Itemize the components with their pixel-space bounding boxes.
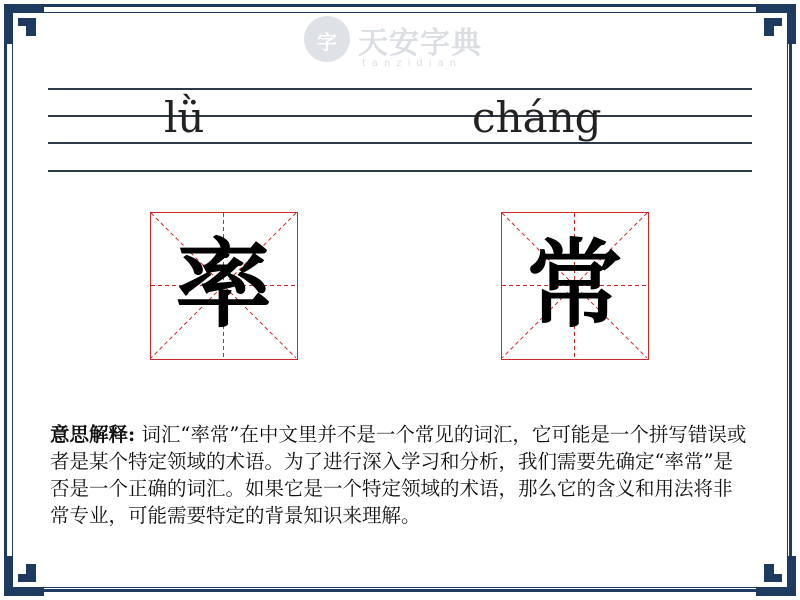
character-second: 常 <box>526 229 623 341</box>
site-logo-icon <box>304 16 350 62</box>
corner-ornament-icon <box>754 2 798 46</box>
site-subtitle: tanzidian <box>362 58 463 69</box>
site-watermark <box>300 14 500 74</box>
logo-glyph: 字 <box>317 30 337 54</box>
staff-line <box>48 115 752 117</box>
character-grid <box>501 212 649 360</box>
character-first: 率 <box>175 229 272 341</box>
corner-ornament-icon <box>2 2 46 46</box>
corner-ornament-icon <box>2 554 46 598</box>
staff-line <box>48 170 752 172</box>
staff-line <box>48 88 752 90</box>
meaning-label: 意思解释: <box>50 423 136 446</box>
character-grid <box>150 212 298 360</box>
staff-line <box>48 142 752 144</box>
meaning-explanation <box>50 421 750 529</box>
pinyin-second: cháng <box>472 93 602 142</box>
meaning-text: 词汇“率常”在中文里并不是一个常见的词汇，它可能是一个拼写错误或者是某个特定领域的术语。为了进行深入学习和分析，我们需要先确定“率常”是否是一个正确的词汇。如果它是一个特定领域的术语，那么它的含义和用法将非常专业，可能需要特定的背景知识来理解。 <box>50 423 747 527</box>
site-title: 天安字典 <box>358 26 482 61</box>
corner-ornament-icon <box>754 554 798 598</box>
pinyin-first: lǜ <box>164 93 205 142</box>
